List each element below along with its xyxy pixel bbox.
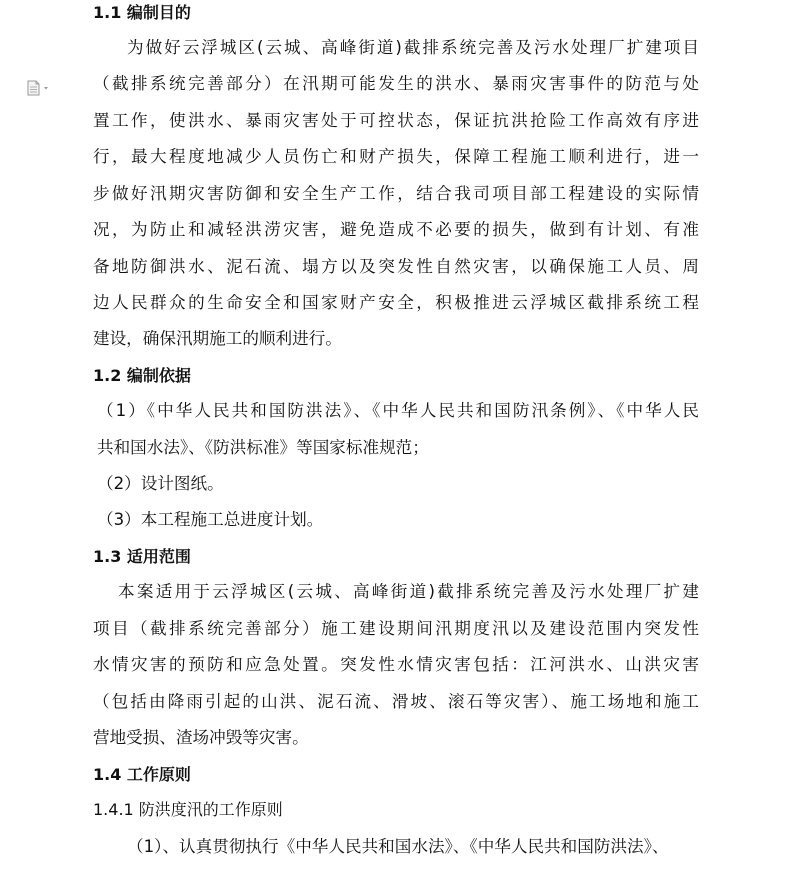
paragraph-line: 备地防御洪水、泥石流、塌方以及突发性自然灾害，以确保施工人员、周 [93,257,699,276]
paragraph-line: 为做好云浮城区(云城、高峰街道)截排系统完善及污水处理厂扩建项目 [127,38,699,57]
paragraph-line: 营地受损、渣场冲毁等灾害。 [93,728,309,747]
section-heading: 1.3 适用范围 [93,547,191,566]
section-heading: 1.2 编制依据 [93,366,191,385]
document-icon[interactable] [26,80,52,96]
list-item: （1）、认真贯彻执行《中华人民共和国水法》、《中华人民共和国防洪法》、 [127,837,669,856]
list-item: （2）设计图纸。 [97,474,224,493]
section-heading: 1.4 工作原则 [93,765,191,784]
paragraph-line: 行，最大程度地减少人员伤亡和财产损失，保障工程施工顺利进行，进一 [93,147,699,166]
paragraph-line: 项目（截排系统完善部分）施工建设期间汛期度汛以及建设范围内突发性 [93,619,699,638]
paragraph-line: 边人民群众的生命安全和国家财产安全，积极推进云浮城区截排系统工程 [93,293,699,312]
paragraph-line: 况，为防止和减轻洪涝灾害，避免造成不必要的损失，做到有计划、有准 [93,220,699,239]
section-heading: 1.1 编制目的 [93,3,191,22]
paragraph-line: （截排系统完善部分）在汛期可能发生的洪水、暴雨灾害事件的防范与处 [93,74,699,93]
paragraph-line: （包括由降雨引起的山洪、泥石流、滑坡、滚石等灾害）、施工场地和施工 [93,692,699,711]
paragraph-line: 步做好汛期灾害防御和安全生产工作，结合我司项目部工程建设的实际情 [93,184,699,203]
sub-heading: 1.4.1 防洪度汛的工作原则 [93,800,283,819]
paragraph-line: 置工作，使洪水、暴雨灾害处于可控状态，保证抗洪抢险工作高效有序进 [93,111,699,130]
list-item: （3）本工程施工总进度计划。 [97,510,324,529]
paragraph-line: 水情灾害的预防和应急处置。突发性水情灾害包括：江河洪水、山洪灾害 [93,655,699,674]
paragraph-line: 本案适用于云浮城区(云城、高峰街道)截排系统完善及污水处理厂扩建 [118,582,699,601]
list-item: （1）《中华人民共和国防洪法》、《中华人民共和国防汛条例》、《中华人民 [97,401,699,420]
paragraph-line: 建设，确保汛期施工的顺利进行。 [93,329,342,348]
list-item: 共和国水法》、《防洪标准》等国家标准规范； [97,438,429,457]
